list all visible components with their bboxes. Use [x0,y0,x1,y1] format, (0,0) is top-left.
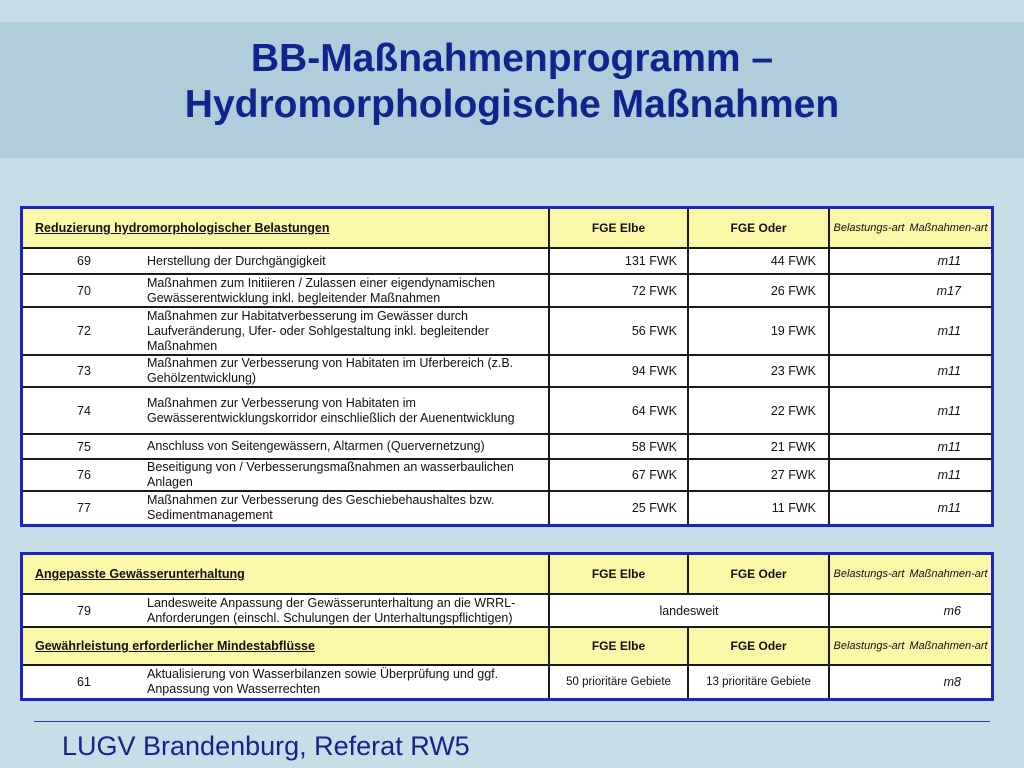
page-title [0,36,1024,128]
measures-table-hydromorphology [20,206,994,527]
table-body [23,249,991,524]
measure-count-oder: 21 FWK [689,435,830,458]
page-title-line1: BB-Maßnahmenprogramm – [250,37,774,80]
column-header-oder: FGE Oder [689,555,830,593]
measure-description: Herstellung der Durchgängigkeit [147,253,326,268]
table-row [23,308,991,356]
measure-description: Aktualisierung von Wasserbilanzen sowie Überprüfung und ggf. Anpassung von Wasserrechten [147,667,499,696]
table-row [23,356,991,388]
measure-number: 76 [77,468,91,482]
section-title: Reduzierung hydromorphologischer Belastungen [35,221,330,235]
table-header-row [23,628,991,666]
measure-count-elbe: 56 FWK [548,308,689,354]
measure-type-code: m11 [937,501,961,515]
measure-count-oder: 27 FWK [689,460,830,490]
measure-count-elbe: 67 FWK [548,460,689,490]
table-row [23,275,991,308]
column-header-belastungsart: Belastungs-art [833,568,905,580]
measure-type-code: m11 [937,439,961,454]
measure-type-code: m11 [937,364,961,378]
measure-count-oder: 19 FWK [689,308,830,354]
column-header-elbe: FGE Elbe [548,555,689,593]
measure-number: 74 [77,403,91,418]
measure-count-oder: 13 prioritäre Gebiete [689,666,830,698]
column-header-elbe: FGE Elbe [548,209,689,247]
measure-type-code: m17 [936,283,961,298]
column-header-oder: FGE Oder [689,209,830,247]
table-row [23,595,991,628]
measure-count-elbe: 25 FWK [548,492,689,524]
measure-description: Maßnahmen zum Initiieren / Zulassen einer eigendynamischen Gewässerentwicklung inkl. begleitender Maßnahmen [147,275,496,305]
measures-table-maintenance [20,552,994,701]
measure-description: Beseitigung von / Verbesserungsmaßnahmen an wasserbaulichen Anlagen [147,460,514,489]
column-header-massnahmenart: Maßnahmen-art [909,222,988,234]
footer-divider [34,721,990,722]
column-header-oder: FGE Oder [689,628,830,664]
measure-count-oder: 26 FWK [689,275,830,306]
table-row [23,492,991,524]
column-header-massnahmenart: Maßnahmen-art [909,568,988,580]
measure-description: Maßnahmen zur Habitatverbesserung im Gewässer durch Laufveränderung, Ufer- oder Sohlgestaltung inkl. begleitender Maßnahmen [147,308,489,353]
footer-text: LUGV Brandenburg, Referat RW5 [62,731,470,761]
measure-count-oder: 22 FWK [689,388,830,433]
table-header-row [23,555,991,595]
measure-type-code: m11 [937,403,961,418]
column-header-massnahmenart: Maßnahmen-art [909,640,988,652]
measure-count-elbe: 64 FWK [548,388,689,433]
table-row [23,666,991,698]
measure-description: Anschluss von Seitengewässern, Altarmen (Quervernetzung) [147,439,485,453]
column-header-belastungsart: Belastungs-art [833,640,905,652]
measure-count-elbe: 72 FWK [548,275,689,306]
page-title-line2: Hydromorphologische Maßnahmen [184,83,840,126]
measure-type-code: m8 [943,675,961,689]
measure-scope: landesweit [548,595,830,626]
measure-description: Maßnahmen zur Verbesserung von Habitaten im Gewässerentwicklungskorridor einschließlich der Auenentwicklung [147,395,515,425]
measure-number: 75 [77,439,91,454]
measure-number: 73 [77,364,91,378]
measure-number: 77 [77,501,91,515]
column-header-belastungsart: Belastungs-art [833,222,905,234]
column-header-elbe: FGE Elbe [548,628,689,664]
table-row [23,460,991,492]
measure-number: 70 [77,283,91,298]
section-title: Angepasste Gewässerunterhaltung [35,567,245,581]
section-title: Gewährleistung erforderlicher Mindestabflüsse [35,639,315,653]
measure-count-oder: 44 FWK [689,249,830,273]
table-row [23,435,991,460]
measure-description: Landesweite Anpassung der Gewässerunterhaltung an die WRRL-Anforderungen (einschl. Schulungen der Unterhaltungspflichtigen) [147,595,516,625]
measure-type-code: m11 [937,254,961,268]
table-row [23,388,991,435]
measure-number: 69 [77,254,91,268]
measure-description: Maßnahmen zur Verbesserung von Habitaten im Uferbereich (z.B. Gehölzentwicklung) [147,356,514,385]
measure-count-elbe: 50 prioritäre Gebiete [548,666,689,698]
measure-count-elbe: 131 FWK [548,249,689,273]
measure-count-elbe: 94 FWK [548,356,689,386]
table-header-row [23,209,991,249]
measure-type-code: m6 [943,603,961,618]
table-row [23,249,991,275]
measure-description: Maßnahmen zur Verbesserung des Geschiebehaushaltes bzw. Sedimentmanagement [147,493,495,522]
measure-count-elbe: 58 FWK [548,435,689,458]
measure-count-oder: 23 FWK [689,356,830,386]
measure-count-oder: 11 FWK [689,492,830,524]
measure-number: 72 [77,324,91,338]
measure-type-code: m11 [937,324,961,338]
measure-number: 79 [77,603,91,618]
measure-type-code: m11 [937,468,961,482]
measure-number: 61 [77,675,91,689]
